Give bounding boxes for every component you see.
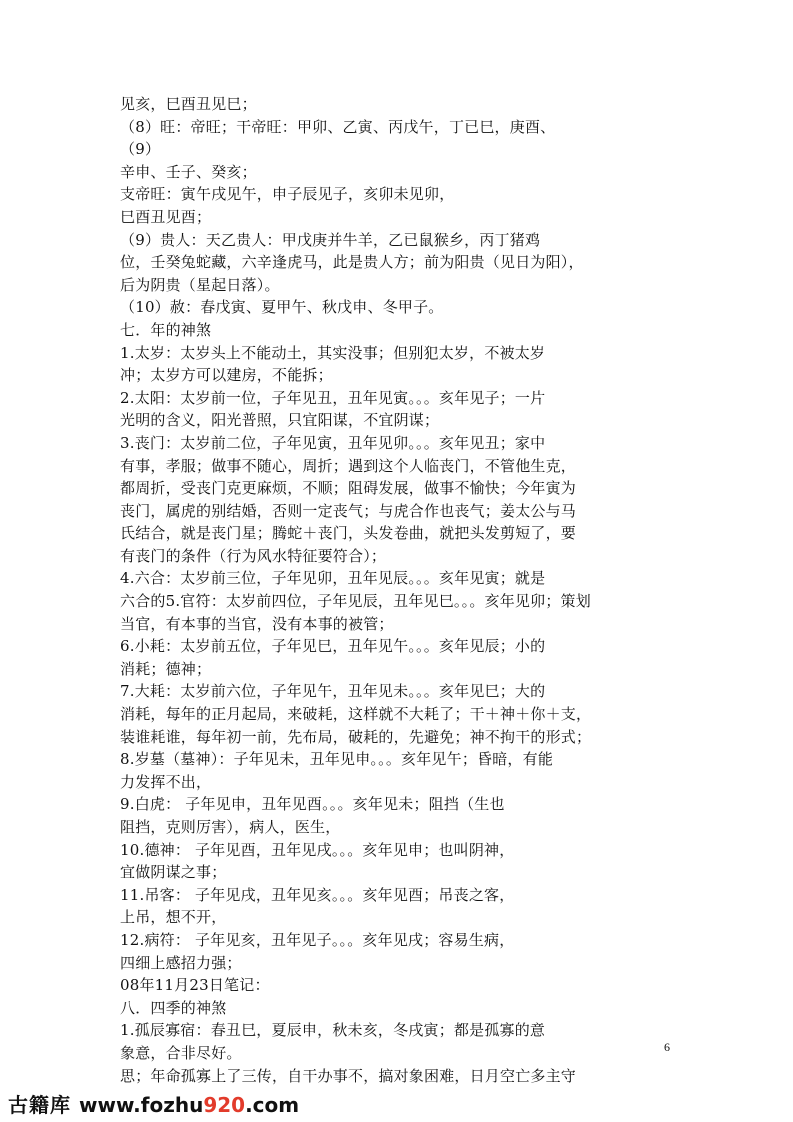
text-line: （10）赦：春戊寅、夏甲午、秋戊申、冬甲子。 [120, 298, 444, 317]
site-url-digits: 920 [203, 1093, 246, 1117]
text-line: 思；年命孤寡上了三传，自干办事不，搞对象困难，日月空亡多主守 [120, 1066, 577, 1085]
text-line: 12.病符： 子年见亥，丑年见子。。。亥年见戌；容易生病， [120, 930, 515, 949]
text-line: （8）旺：帝旺；干帝旺：甲卯、乙寅、丙戊午，丁已巳，庚酉、 [120, 117, 556, 136]
section-heading: 七．年的神煞 [120, 320, 212, 339]
text-line: 光明的含义，阳光普照，只宜阳谋，不宜阴谋； [120, 411, 440, 430]
text-line: 1.孤辰寡宿：春丑巳，夏辰申，秋未亥，冬戌寅；都是孤寡的意 [120, 1021, 546, 1040]
text-line: 都周折，受丧门克更麻烦，不顺；阻碍发展，做事不愉快；今年寅为 [120, 479, 577, 498]
text-line: （9） [120, 140, 161, 159]
text-line: 力发挥不出， [120, 772, 212, 791]
text-line: 支帝旺：寅午戌见午，申子辰见子，亥卯未见卯， [120, 185, 455, 204]
text-line: 9.白虎： 子年见申，丑年见酉。。。亥年见未；阻挡（生也 [120, 795, 505, 814]
text-line: 当官，有本事的当官，没有本事的被管； [120, 614, 394, 633]
text-line: 六合的5.官符：太岁前四位，子年见辰，丑年见巳。。。亥年见卯；策划 [120, 592, 591, 611]
text-line: 后为阴贵（星起日落）。 [120, 275, 280, 294]
text-line: 宜做阴谋之事； [120, 863, 227, 882]
text-line: 6.小耗：太岁前五位，子年见巳，丑年见午。。。亥年见辰；小的 [120, 637, 546, 656]
text-line: 4.六合：太岁前三位，子年见卯，丑年见辰。。。亥年见寅；就是 [120, 569, 546, 588]
site-url-prefix: www.fozhu [79, 1093, 204, 1117]
text-line: 有丧门的条件（行为风水特征要符合）； [120, 546, 387, 565]
text-line: （9）贵人：天乙贵人：甲戊庚并牛羊，乙已鼠猴乡，丙丁猪鸡 [120, 230, 541, 249]
text-line: 上吊，想不开， [120, 908, 227, 927]
note-date: 08年11月23日笔记： [120, 976, 270, 995]
text-line: 阻挡，克则厉害），病人，医生， [120, 818, 341, 836]
text-line: 消耗；德神； [120, 659, 212, 678]
text-line: 位，壬癸兔蛇藏，六辛逢虎马，此是贵人方；前为阳贵（见日为阳）， [120, 253, 584, 272]
text-line: 氏结合，就是丧门星；腾蛇＋丧门，头发卷曲，就把头发剪短了，要 [120, 524, 577, 543]
text-line: 冲；太岁方可以建房，不能拆； [120, 366, 333, 385]
site-name: 古籍库 [8, 1093, 71, 1117]
section-heading: 八．四季的神煞 [120, 998, 227, 1017]
text-line: 装谁耗谁，每年初一前，先布局，破耗的，先避免；神不拘干的形式； [120, 727, 592, 746]
text-line: 丧门，属虎的别结婚，否则一定丧气；与虎合作也丧气；姜太公与马 [120, 501, 577, 520]
text-line: 象意，合非尽好。 [120, 1043, 242, 1062]
text-line: 辛申、壬子、癸亥； [120, 162, 257, 181]
text-line: 2.太阳：太岁前一位，子年见丑，丑年见寅。。。亥年见子；一片 [120, 388, 546, 407]
text-line: 见亥，巳酉丑见巳； [120, 95, 257, 113]
text-line: 11.吊客： 子年见戌，丑年见亥。。。亥年见酉；吊丧之客， [120, 885, 515, 904]
document-body [120, 93, 640, 1087]
text-line: 8.岁墓（墓神）：子年见未，丑年见申。。。亥年见午；昏暗，有能 [120, 750, 554, 769]
text-line: 消耗，每年的正月起局，来破耗，这样就不大耗了；干＋神＋你＋支， [120, 705, 592, 724]
text-line: 3.丧门：太岁前二位，子年见寅，丑年见卯。。。亥年见丑；家中 [120, 433, 546, 452]
text-line: 1.太岁：太岁头上不能动土，其实没事；但别犯太岁，不被太岁 [120, 343, 546, 362]
site-footer-watermark [8, 1089, 299, 1118]
site-url-suffix: .com [245, 1093, 300, 1117]
text-line: 有事，孝服；做事不随心，周折；遇到这个人临丧门，不管他生克， [120, 456, 577, 475]
page-number: 6 [664, 1040, 670, 1054]
text-line: 四细上感招力强； [120, 953, 242, 972]
text-line: 7.大耗：太岁前六位，子年见午，丑年见未。。。亥年见巳；大的 [120, 682, 546, 701]
text-line: 巳酉丑见酉； [120, 207, 212, 226]
text-line: 10.德神： 子年见酉，丑年见戌。。。亥年见申；也叫阴神， [120, 840, 515, 859]
